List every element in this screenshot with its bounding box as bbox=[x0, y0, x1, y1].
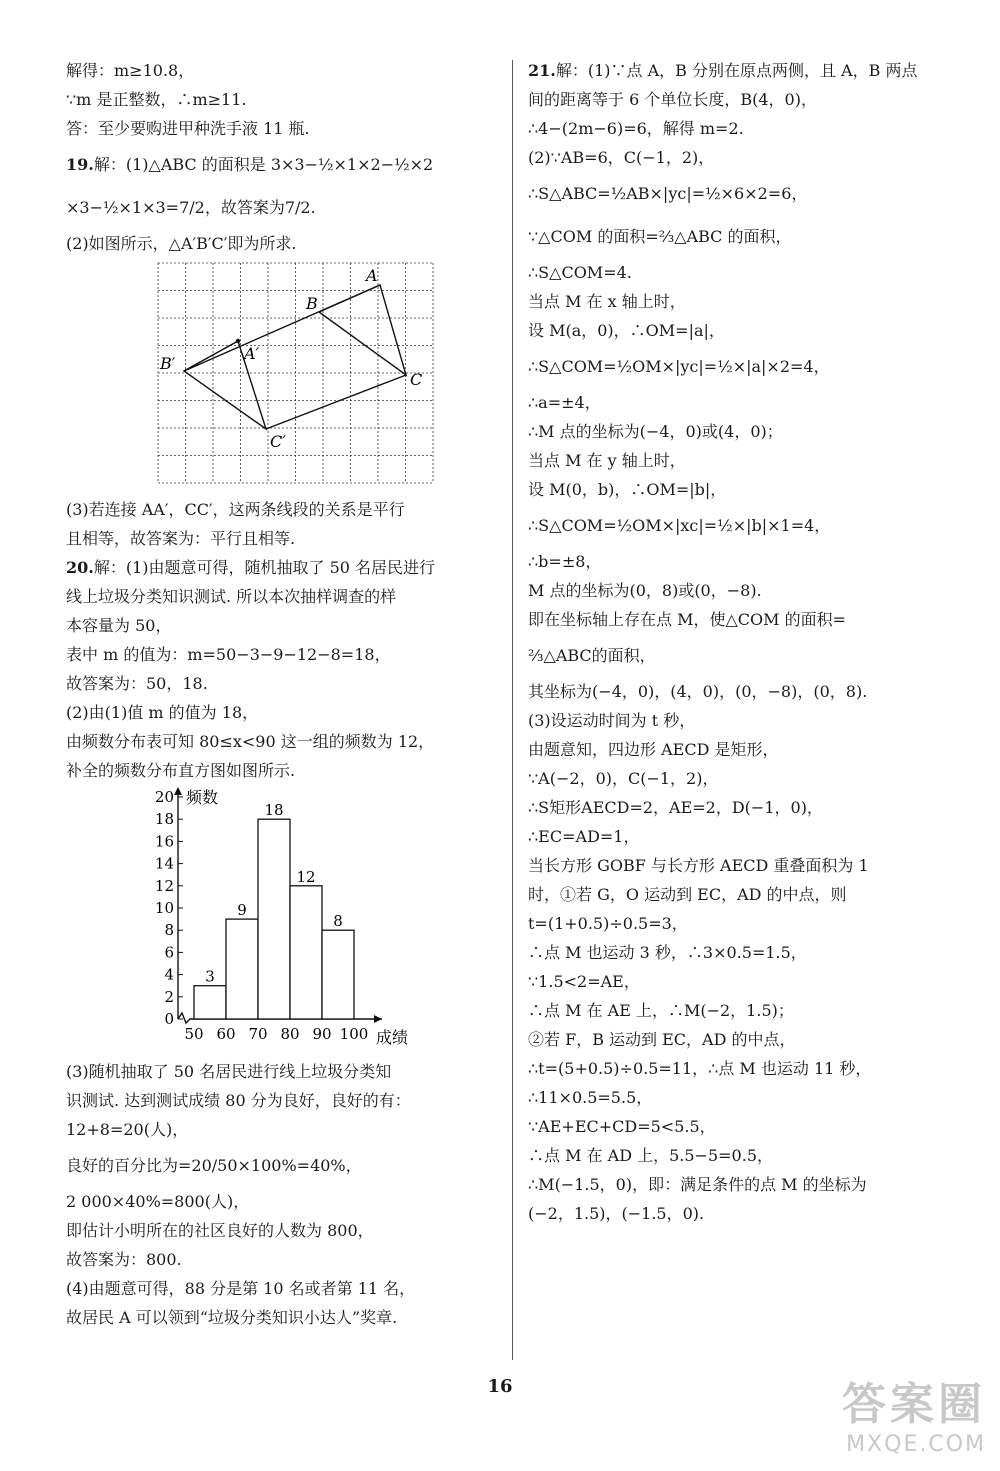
text-line: ∴M(−1.5，0)，即：满足条件的点 M 的坐标为 bbox=[528, 1175, 867, 1194]
text-line: 当长方形 GOBF 与长方形 AECD 重叠面积为 1 bbox=[528, 856, 869, 875]
bar-data-label: 18 bbox=[264, 801, 284, 820]
triangle-grid-svg bbox=[156, 261, 436, 487]
triangle-grid-figure bbox=[156, 261, 498, 491]
q20-line-1 bbox=[66, 555, 498, 581]
text-line: 间的距离等于 6 个单位长度，B(4，0)， bbox=[528, 90, 817, 109]
point-a-prime bbox=[236, 339, 240, 343]
right-column bbox=[528, 58, 968, 1230]
text-line: 补全的频数分布直方图如图所示. bbox=[66, 761, 296, 780]
bar-data-label: 12 bbox=[296, 867, 316, 886]
text-line: (2)∵AB=6，C(−1，2)， bbox=[528, 148, 715, 167]
histogram-figure bbox=[146, 787, 498, 1055]
text-line: ∴点 M 在 AE 上，∴M(−2，1.5)； bbox=[528, 1001, 794, 1020]
text-line: 故居民 A 可以领到“垃圾分类知识小达人”奖章. bbox=[66, 1308, 398, 1327]
bar-data-label: 3 bbox=[205, 967, 215, 986]
q19-line-2: ×3−½×1×3=7/2，故答案为7/2. bbox=[66, 198, 316, 217]
text-line: ∴S△COM=½OM×|yc|=½×|a|×2=4， bbox=[528, 357, 830, 376]
text-line: ∴S△COM=4. bbox=[528, 263, 632, 282]
histogram-bar bbox=[194, 986, 226, 1019]
text-line: ∴S矩形AECD=2，AE=2，D(−1，0)， bbox=[528, 798, 823, 817]
histogram-bar bbox=[258, 819, 290, 1019]
y-tick-label: 0 bbox=[164, 1010, 174, 1028]
q19-line-4: (3)若连接 AA′，CC′，这两条线段的关系是平行 bbox=[66, 500, 405, 519]
watermark-main: 答案圈 bbox=[842, 1379, 986, 1430]
x-axis-arrow bbox=[374, 1015, 382, 1023]
text-line: t=(1+0.5)÷0.5=3， bbox=[528, 914, 688, 933]
text-line: 表中 m 的值为：m=50−3−9−12−8=18， bbox=[66, 645, 391, 664]
text-line: 故答案为：50，18. bbox=[66, 674, 208, 693]
text-line: ∴点 M 也运动 3 秒，∴3×0.5=1.5， bbox=[528, 943, 807, 962]
text-line: ∴b=±8， bbox=[528, 552, 602, 571]
y-axis-arrow bbox=[174, 787, 182, 795]
text-line: (4)由题意可得，88 分是第 10 名或者第 11 名， bbox=[66, 1279, 416, 1298]
x-tick-label: 100 bbox=[339, 1025, 369, 1043]
text-line: (3)随机抽取了 50 名居民进行线上垃圾分类知 bbox=[66, 1062, 392, 1081]
bar-data-label: 8 bbox=[333, 912, 343, 931]
q21-text: 解：(1)∵点 A，B 分别在原点两侧，且 A，B 两点 bbox=[555, 61, 918, 80]
histogram-svg bbox=[146, 787, 416, 1051]
histogram-bar bbox=[226, 919, 258, 1019]
text-line: 2 000×40%=800(人)， bbox=[66, 1192, 250, 1211]
label-a-prime: A′ bbox=[244, 344, 260, 363]
label-c-prime: C′ bbox=[270, 432, 286, 451]
text-line: ②若 F，B 运动到 EC，AD 的中点， bbox=[528, 1030, 796, 1049]
label-b: B bbox=[306, 294, 318, 313]
y-tick-label: 8 bbox=[164, 921, 174, 940]
text-line: ∴M 点的坐标为(−4，0)或(4，0)； bbox=[528, 422, 783, 441]
watermark-logo bbox=[842, 1368, 986, 1457]
text-line: 答：至少要购进甲种洗手液 11 瓶. bbox=[66, 119, 310, 138]
text-line: (3)设运动时间为 t 秒， bbox=[528, 711, 696, 730]
text-line: 时，①若 G，O 运动到 EC，AD 的中点，则 bbox=[528, 885, 847, 904]
y-tick-label: 2 bbox=[164, 987, 174, 1006]
histogram-bar bbox=[290, 886, 322, 1019]
text-line: ∵A(−2，0)，C(−1，2)， bbox=[528, 769, 719, 788]
text-line: ∵m 是正整数，∴m≥11. bbox=[66, 90, 247, 109]
text-line: ∴S△COM=½OM×|xc|=½×|b|×1=4， bbox=[528, 516, 831, 535]
x-tick-label: 80 bbox=[280, 1025, 300, 1043]
text-line: ∴a=±4， bbox=[528, 393, 601, 412]
text-line: 由频数分布表可知 80≤x<90 这一组的频数为 12， bbox=[66, 732, 435, 751]
y-tick-label: 6 bbox=[164, 943, 174, 962]
y-tick-label: 16 bbox=[154, 832, 174, 851]
x-tick-label: 90 bbox=[312, 1025, 332, 1043]
watermark-sub: MXQE.COM bbox=[846, 1432, 986, 1457]
text-line: 识测试. 达到测试成绩 80 分为良好，良好的有： bbox=[66, 1091, 411, 1110]
text-line: 线上垃圾分类知识测试. 所以本次抽样调查的样 bbox=[66, 587, 397, 606]
text-line: 当点 M 在 y 轴上时， bbox=[528, 451, 686, 470]
text-line: ⅔△ABC的面积， bbox=[528, 646, 656, 665]
y-tick-label: 14 bbox=[154, 854, 174, 873]
text-line: 即在坐标轴上存在点 M，使△COM 的面积= bbox=[528, 610, 847, 629]
text-line: 12+8=20(人)， bbox=[66, 1120, 189, 1139]
histogram-bar bbox=[322, 930, 354, 1019]
text-line: ∴4−(2m−6)=6，解得 m=2. bbox=[528, 119, 744, 138]
q19-text: 解：(1)△ABC 的面积是 3×3−½×1×2−½×2 bbox=[93, 155, 434, 174]
x-tick-label: 70 bbox=[248, 1025, 268, 1043]
text-line: 解得：m≥10.8， bbox=[66, 61, 195, 80]
text-line: ∴S△ABC=½AB×|yc|=½×6×2=6， bbox=[528, 184, 808, 203]
text-line: 设 M(0，b)，∴OM=|b|， bbox=[528, 480, 727, 499]
label-c: C bbox=[410, 370, 423, 389]
text-line: 良好的百分比为=20/50×100%=40%， bbox=[66, 1156, 362, 1175]
text-line: ∵AE+EC+CD=5<5.5， bbox=[528, 1117, 716, 1136]
label-b-prime: B′ bbox=[160, 354, 176, 373]
text-line: 当点 M 在 x 轴上时， bbox=[528, 292, 686, 311]
q19-line-5: 且相等，故答案为：平行且相等. bbox=[66, 529, 296, 548]
label-a: A bbox=[366, 266, 378, 285]
question-number: 20. bbox=[66, 558, 94, 577]
question-number: 19. bbox=[66, 155, 94, 174]
text-line: (2)由(1)值 m 的值为 18， bbox=[66, 703, 259, 722]
text-line: ∵△COM 的面积=⅔△ABC 的面积， bbox=[528, 227, 792, 246]
y-axis-label: 频数 bbox=[186, 788, 219, 807]
question-number: 21. bbox=[528, 61, 556, 80]
y-tick-label: 4 bbox=[164, 965, 174, 984]
text-line: ∴t=(5+0.5)÷0.5=11，∴点 M 也运动 11 秒， bbox=[528, 1059, 872, 1078]
text-line: 其坐标为(−4，0)，(4，0)，(0，−8)，(0，8). bbox=[528, 682, 868, 701]
x-tick-label: 50 bbox=[184, 1025, 204, 1043]
bar-data-label: 9 bbox=[237, 901, 247, 920]
q19-line-1 bbox=[66, 145, 498, 185]
y-tick-label: 12 bbox=[154, 876, 174, 895]
text-line: ∴EC=AD=1， bbox=[528, 827, 640, 846]
left-column bbox=[66, 58, 498, 1334]
text-line: 故答案为：800. bbox=[66, 1250, 182, 1269]
x-axis-label: 成绩 bbox=[376, 1028, 409, 1047]
text-line: ∵1.5<2=AE， bbox=[528, 972, 640, 991]
text-line: (−2，1.5)，(−1.5，0). bbox=[528, 1204, 705, 1223]
page-number: 16 bbox=[487, 1376, 513, 1397]
column-divider bbox=[512, 60, 513, 1360]
triangle-abc bbox=[319, 285, 406, 375]
q19-line-3: (2)如图所示，△A′B′C′即为所求. bbox=[66, 234, 297, 253]
q20-text: 解：(1)由题意可得，随机抽取了 50 名居民进行 bbox=[93, 558, 436, 577]
text-line: 由题意知，四边形 AECD 是矩形， bbox=[528, 740, 779, 759]
text-line: ∴11×0.5=5.5， bbox=[528, 1088, 653, 1107]
y-tick-label: 18 bbox=[154, 810, 174, 829]
text-line: ∴点 M 在 AD 上，5.5−5=0.5， bbox=[528, 1146, 773, 1165]
y-tick-label: 20 bbox=[154, 788, 174, 806]
q21-line-1 bbox=[528, 58, 968, 84]
text-line: 即估计小明所在的社区良好的人数为 800， bbox=[66, 1221, 374, 1240]
y-tick-label: 10 bbox=[154, 899, 174, 917]
text-line: 设 M(a，0)，∴OM=|a|， bbox=[528, 321, 725, 340]
x-tick-label: 60 bbox=[216, 1025, 236, 1043]
segment-c-c-prime bbox=[266, 375, 406, 429]
text-line: M 点的坐标为(0，8)或(0，−8). bbox=[528, 581, 762, 600]
text-line: 本容量为 50， bbox=[66, 616, 172, 635]
